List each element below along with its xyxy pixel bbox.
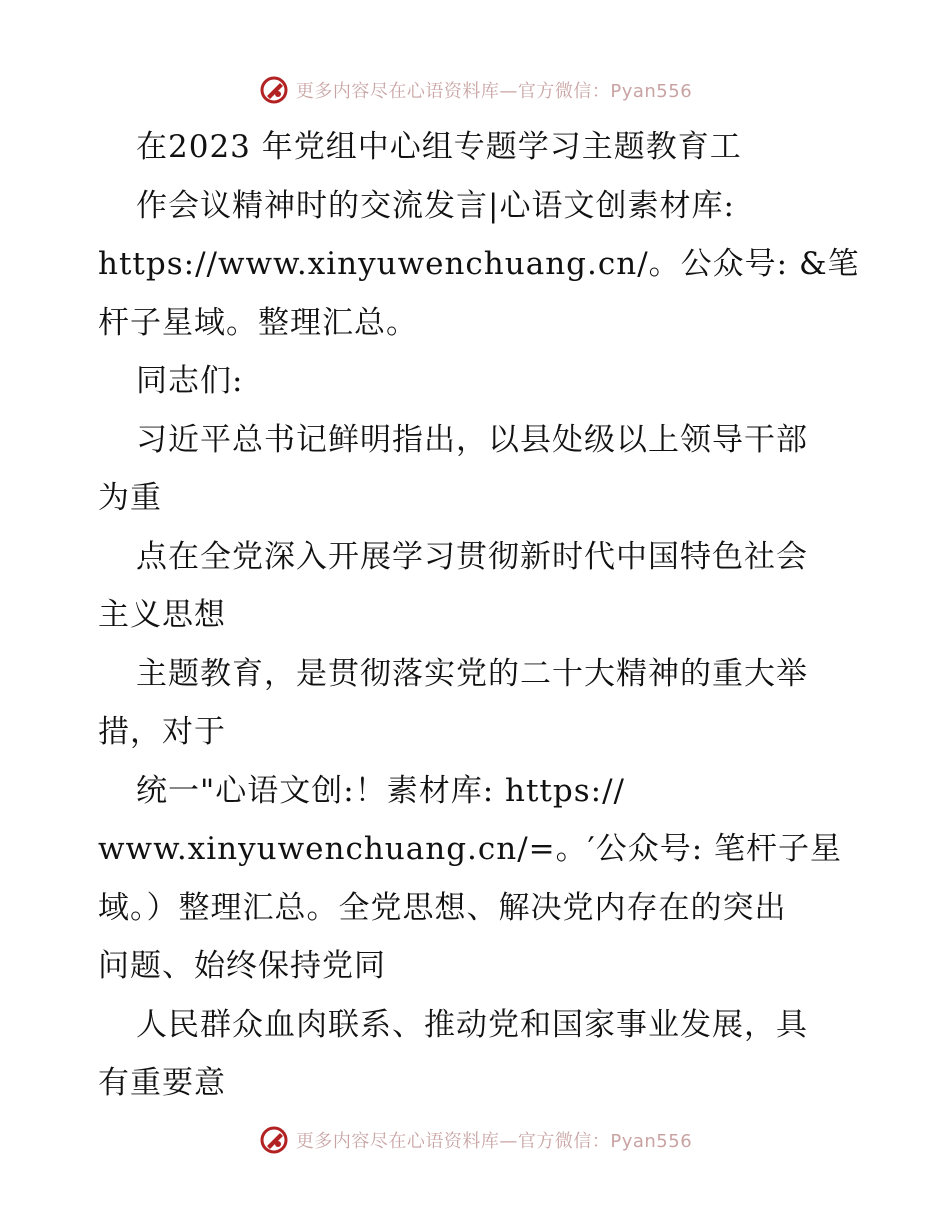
watermark-text: 更多内容尽在心语资料库—官方微信：Pyan556 [295, 81, 693, 102]
text-line: 问题、始终保持党同 [98, 948, 386, 984]
text-line: 在2023 年党组中心组专题学习主题教育工 [136, 129, 742, 165]
text-line: 为重 [98, 480, 162, 516]
text-line: 人民群众血肉联系、推动党和国家事业发展，具 [136, 1006, 808, 1043]
text-line: 点在全党深入开展学习贯彻新时代中国特色社会 [136, 538, 808, 575]
watermark-text: 更多内容尽在心语资料库—官方微信：Pyan556 [295, 1131, 693, 1152]
text-line: 主题教育，是贯彻落实党的二十大精神的重大举 [136, 655, 808, 692]
document-body [98, 118, 858, 1113]
footer-watermark [0, 1122, 950, 1158]
text-line: 作会议精神时的交流发言|心语文创素材库: [136, 187, 735, 224]
text-line: www.xinyuwenchuang.cn/=。′公众号: 笔杆子星 [98, 831, 842, 867]
pen-logo-icon [258, 1124, 290, 1156]
text-line: 有重要意 [98, 1065, 226, 1101]
text-line: 习近平总书记鲜明指出，以县处级以上领导干部 [136, 421, 808, 458]
text-line: 域。）整理汇总。全党思想、解决党内存在的突出 [98, 889, 787, 926]
text-line: 杆子星域。整理汇总。 [98, 304, 418, 341]
header-watermark [0, 72, 950, 108]
text-line: 统一"心语文创:！素材库: https:// [136, 772, 625, 809]
text-line: 措，对于 [98, 714, 226, 750]
text-line: 主义思想 [98, 597, 226, 633]
text-line: 同志们: [136, 363, 244, 399]
text-line: https://www.xinyuwenchuang.cn/。公众号: &笔 [98, 246, 860, 282]
pen-logo-icon [258, 74, 290, 106]
